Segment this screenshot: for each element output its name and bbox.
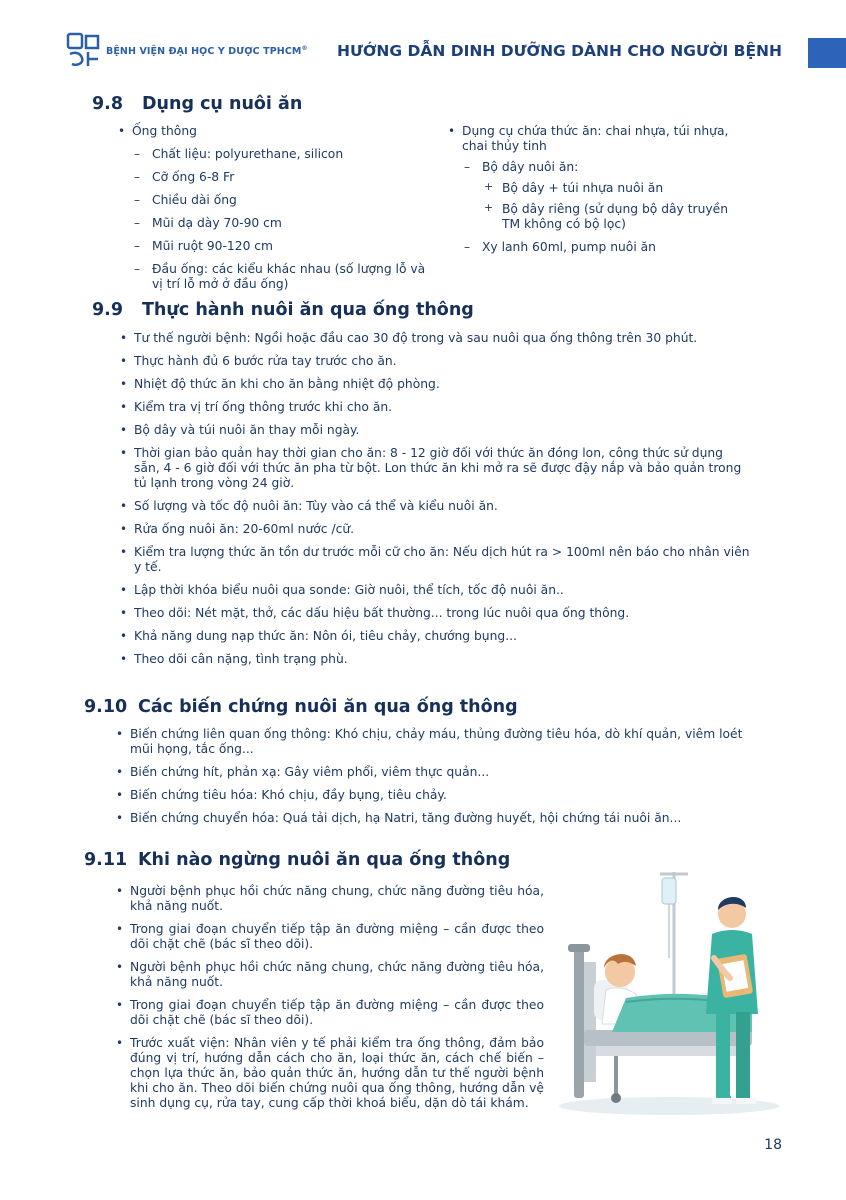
- list-item: – Mũi ruột 90-120 cm: [132, 239, 436, 254]
- list-item: • Theo dõi cân nặng, tình trạng phù.: [120, 652, 750, 667]
- list-item: • Trước xuất viện: Nhân viên y tế phải kiểm tra ống thông, đảm bảo đúng vị trí, hướng dẫn cách cho ăn, loại thức ăn, cách chế biến – chọn lựa thức ăn, bảo quản thức ăn, hướng dẫn tư thế người bệnh khi cho ăn. Theo dõi biến chứng nuôi qua ống thông, hướng dẫn vệ sinh dụng cụ, rửa tay, cung cấp thời khoá biểu, dặn dò tái khám.: [116, 1036, 544, 1111]
- section-9-11-heading: 9.11 Khi nào ngừng nuôi ăn qua ống thông: [84, 850, 511, 870]
- list-item: • Thời gian bảo quản hay thời gian cho ăn: 8 - 12 giờ đối với thức ăn đóng lon, công thức sử dụng sẵn, 4 - 6 giờ đối với thức ăn pha từ bột. Lon thức ăn khi mở ra sẽ được đậy nắp và bảo quản trong tủ lạnh trong vòng 24 giờ.: [120, 446, 750, 491]
- list-item: – Xy lanh 60ml, pump nuôi ăn: [462, 240, 740, 255]
- list-item: • Người bệnh phục hồi chức năng chung, chức năng đường tiêu hóa, khả năng nuốt.: [116, 960, 544, 990]
- list-item: – Đầu ống: các kiểu khác nhau (số lượng lỗ và vị trí lỗ mở ở đầu ống): [132, 262, 436, 292]
- list-item: • Biến chứng chuyển hóa: Quá tải dịch, hạ Natri, tăng đường huyết, hội chứng tái nuôi ăn...: [116, 811, 750, 826]
- page-number: 18: [764, 1137, 782, 1153]
- section-9-11-list: [116, 884, 544, 1119]
- section-9-8-right-list: [448, 124, 740, 263]
- list-item: – Mũi dạ dày 70-90 cm: [132, 216, 436, 231]
- list-item: • Biến chứng hít, phản xạ: Gây viêm phổi, viêm thực quản...: [116, 765, 750, 780]
- list-item: • Người bệnh phục hồi chức năng chung, chức năng đường tiêu hóa, khả năng nuốt.: [116, 884, 544, 914]
- list-item: • Lập thời khóa biểu nuôi qua sonde: Giờ nuôi, thể tích, tốc độ nuôi ăn..: [120, 583, 750, 598]
- list-item: • Số lượng và tốc độ nuôi ăn: Tùy vào cá thể và kiểu nuôi ăn.: [120, 499, 750, 514]
- section-9-10-heading: 9.10 Các biến chứng nuôi ăn qua ống thông: [84, 697, 518, 717]
- list-item: • Thực hành đủ 6 bước rửa tay trước cho ăn.: [120, 354, 750, 369]
- section-9-10-list: [116, 727, 750, 834]
- document-title: HƯỚNG DẪN DINH DƯỠNG DÀNH CHO NGƯỜI BỆNH: [336, 42, 782, 60]
- list-item: • Trong giai đoạn chuyển tiếp tập ăn đường miệng – cần được theo dõi chặt chẽ (bác sĩ theo dõi).: [116, 922, 544, 952]
- list-item: • Trong giai đoạn chuyển tiếp tập ăn đường miệng – cần được theo dõi chặt chẽ (bác sĩ theo dõi).: [116, 998, 544, 1028]
- hospital-name: BỆNH VIỆN ĐẠI HỌC Y DƯỢC TPHCM®: [106, 45, 308, 58]
- list-item: – Cỡ ống 6-8 Fr: [132, 170, 436, 185]
- patient-nurse-illustration: [556, 862, 782, 1122]
- list-item: – Bộ dây nuôi ăn: + Bộ dây + túi nhựa nuôi ăn + Bộ dây riêng (sử dụng bộ dây truyền TM không có bộ lọc): [462, 160, 740, 232]
- section-9-9-list: [120, 331, 750, 675]
- hospital-logo-icon: [66, 32, 102, 68]
- list-item: + Bộ dây riêng (sử dụng bộ dây truyền TM không có bộ lọc): [482, 202, 740, 232]
- list-item: – Chiều dài ống: [132, 193, 436, 208]
- list-item: • Rửa ống nuôi ăn: 20-60ml nước /cữ.: [120, 522, 750, 537]
- header-corner-block: [808, 38, 846, 68]
- section-9-9-heading: 9.9 Thực hành nuôi ăn qua ống thông: [92, 300, 474, 320]
- list-item: • Ống thông – Chất liệu: polyurethane, silicon – Cỡ ống 6-8 Fr – Chiều dài ống – Mũi dạ dày 70-90 cm – Mũi ruột 90-120 cm – Đầu ống: các kiểu khác nhau (số lượng lỗ và vị trí lỗ mở ở đầu ống): [118, 124, 436, 292]
- page-header: [0, 0, 846, 80]
- list-item: • Nhiệt độ thức ăn khi cho ăn bằng nhiệt độ phòng.: [120, 377, 750, 392]
- list-item: • Dụng cụ chứa thức ăn: chai nhựa, túi nhựa, chai thủy tinh – Bộ dây nuôi ăn: + Bộ dây + túi nhựa nuôi ăn + Bộ dây riêng (sử dụng bộ dây truyền TM không có bộ lọc) – Xy lanh 60ml, pump nuôi ăn: [448, 124, 740, 255]
- list-item: + Bộ dây + túi nhựa nuôi ăn: [482, 181, 740, 196]
- list-item: • Bộ dây và túi nuôi ăn thay mỗi ngày.: [120, 423, 750, 438]
- list-item: • Biến chứng tiêu hóa: Khó chịu, đầy bụng, tiêu chảy.: [116, 788, 750, 803]
- list-item: – Chất liệu: polyurethane, silicon: [132, 147, 436, 162]
- list-item: • Khả năng dung nạp thức ăn: Nôn ói, tiêu chảy, chướng bụng...: [120, 629, 750, 644]
- list-item: • Tư thế người bệnh: Ngồi hoặc đầu cao 30 độ trong và sau nuôi qua ống thông trên 30 phút.: [120, 331, 750, 346]
- list-item: • Kiểm tra vị trí ống thông trước khi cho ăn.: [120, 400, 750, 415]
- list-item: • Biến chứng liên quan ống thông: Khó chịu, chảy máu, thủng đường tiêu hóa, dò khí quản, viêm loét mũi họng, tắc ống...: [116, 727, 750, 757]
- list-item: • Kiểm tra lượng thức ăn tồn dư trước mỗi cữ cho ăn: Nếu dịch hút ra > 100ml nên báo cho nhân viên y tế.: [120, 545, 750, 575]
- section-9-8-heading: 9.8 Dụng cụ nuôi ăn: [92, 94, 303, 114]
- list-item: • Theo dõi: Nét mặt, thở, các dấu hiệu bất thường... trong lúc nuôi qua ống thông.: [120, 606, 750, 621]
- section-9-8-left-list: [118, 124, 436, 300]
